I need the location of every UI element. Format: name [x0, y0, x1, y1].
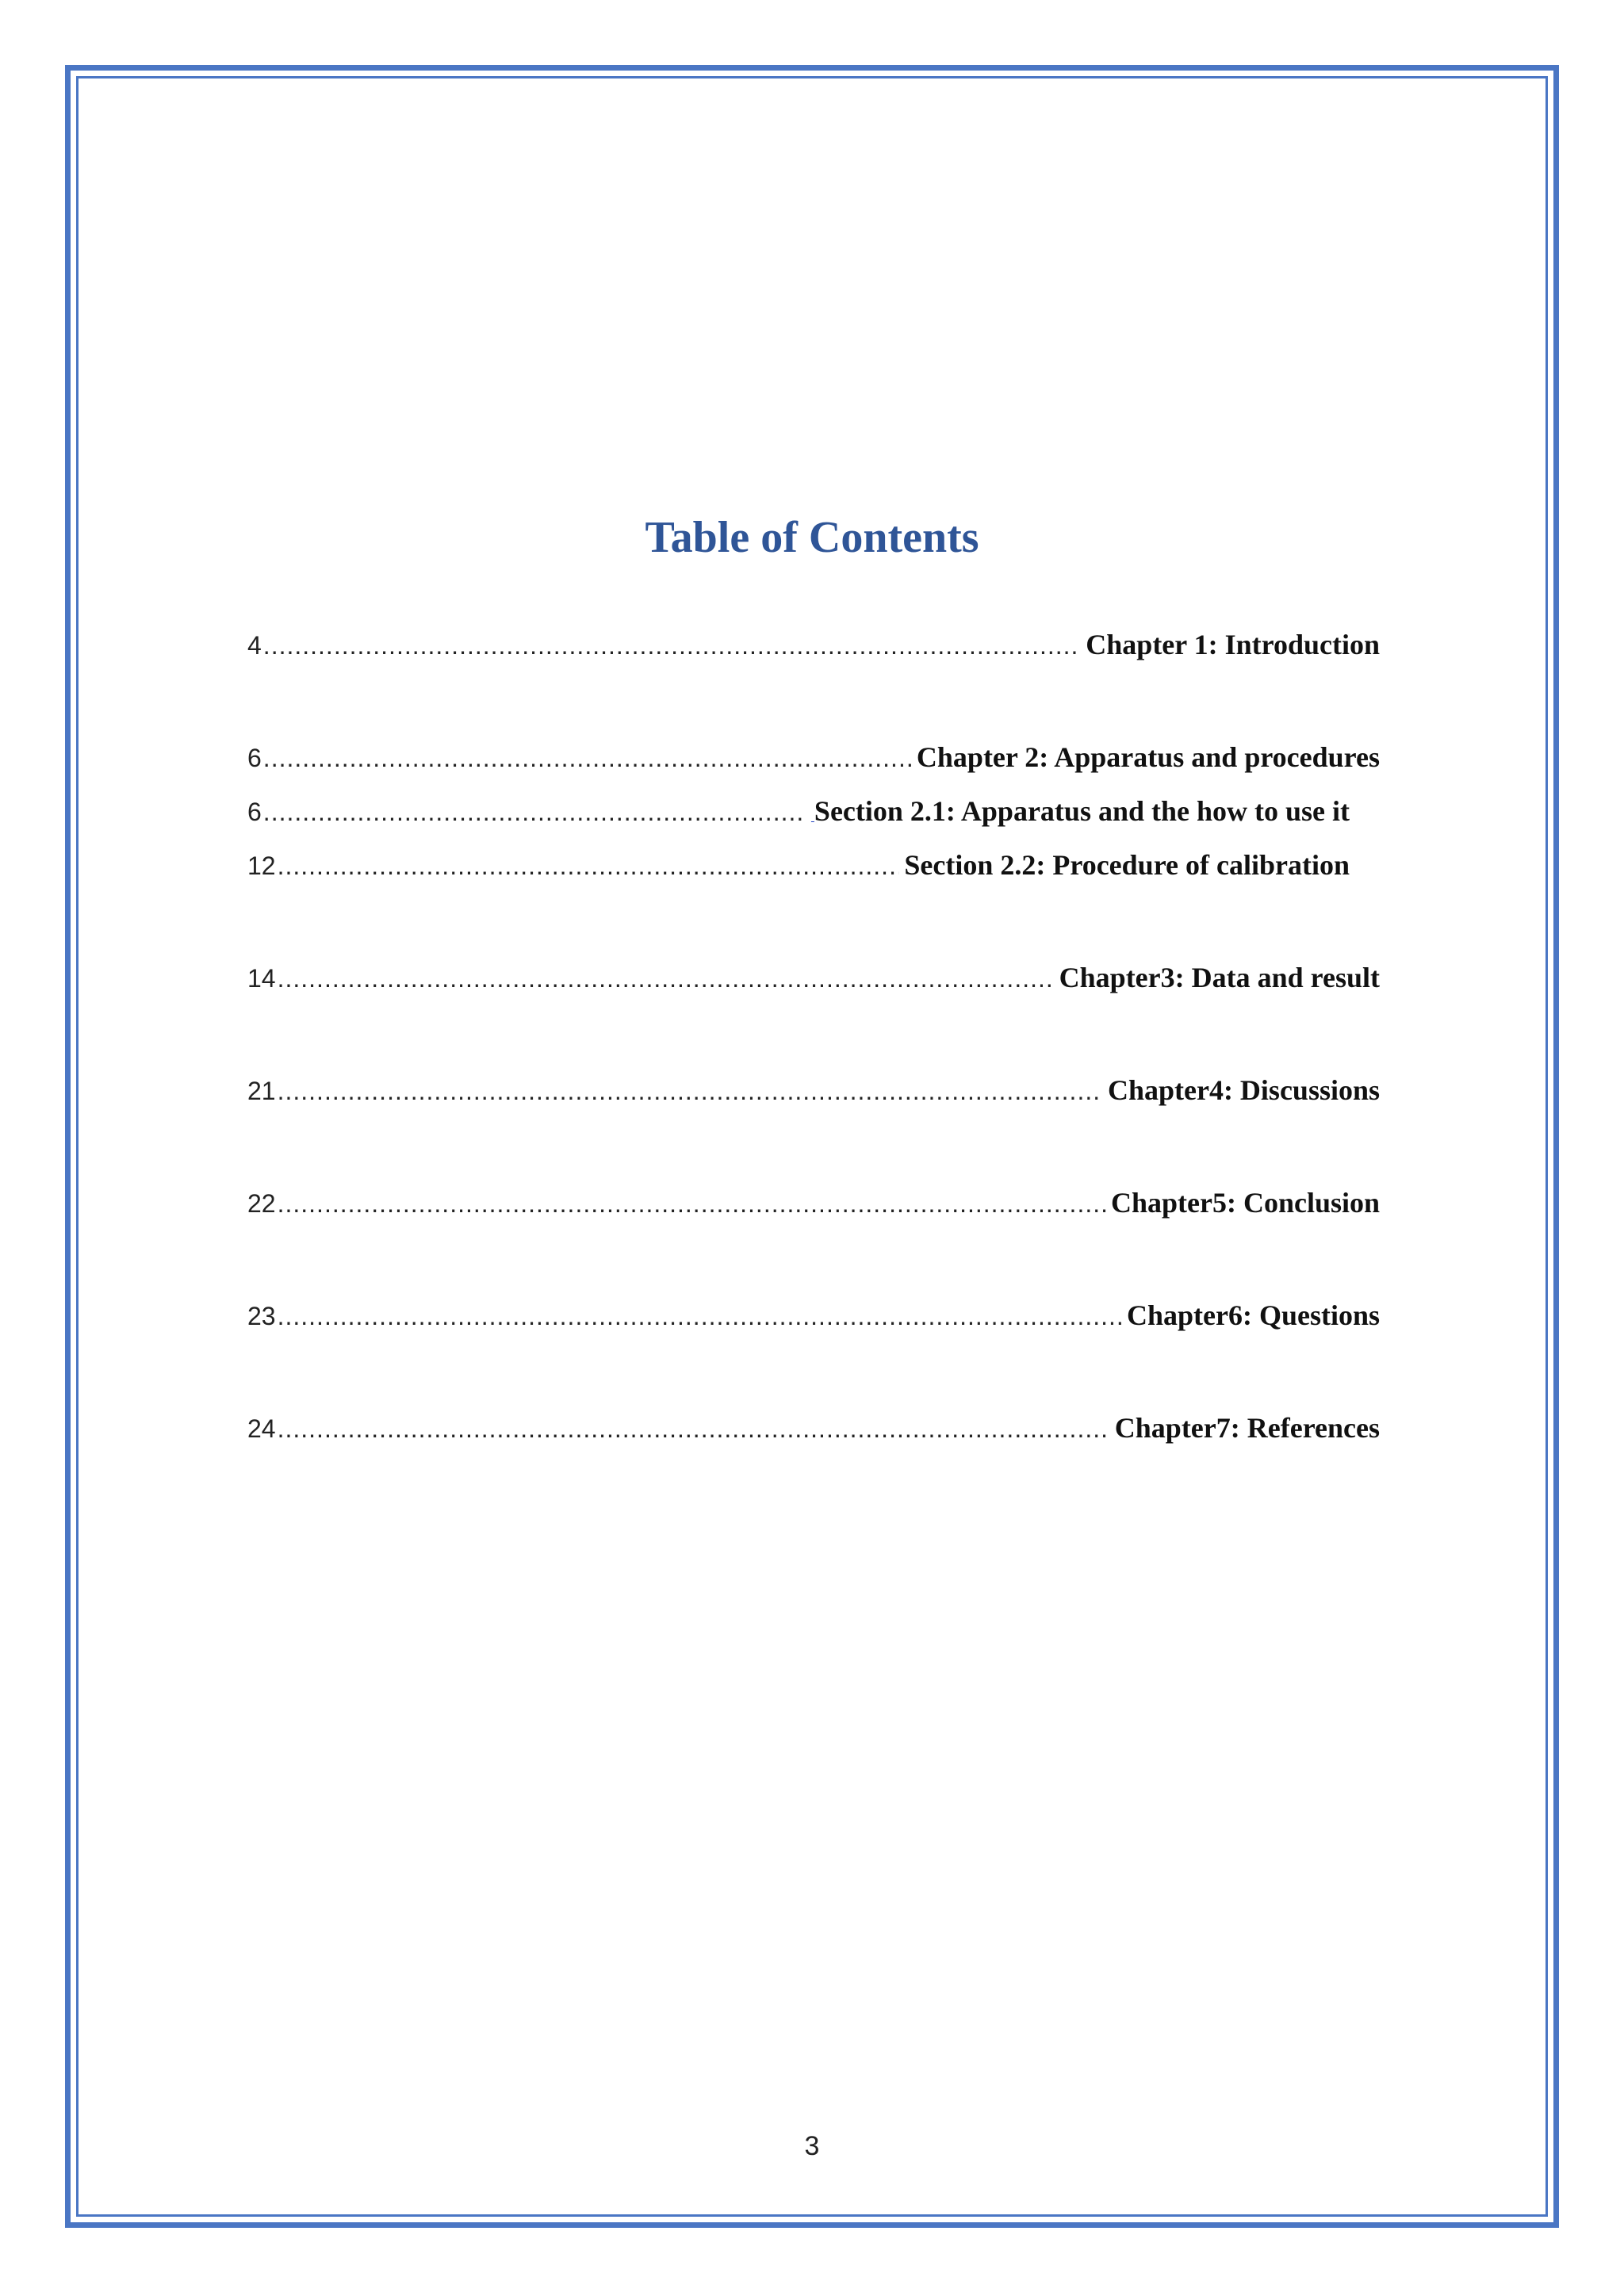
- toc-entry-page: 22: [247, 1189, 276, 1218]
- toc-entry-page: 23: [247, 1302, 276, 1330]
- toc-leader-dots: [278, 851, 900, 881]
- toc-entry-page: 6: [247, 798, 262, 826]
- toc-entry-section-2-2[interactable]: [247, 848, 1350, 888]
- toc-entry-page: 24: [247, 1414, 276, 1443]
- toc-entry-page: 4: [247, 631, 262, 660]
- toc-entry-page: 12: [247, 851, 276, 880]
- toc-leader-dots: [263, 744, 912, 773]
- toc-entry-title: Section 2.2: Procedure of calibration: [904, 849, 1350, 881]
- toc-leader-dots: [278, 1302, 1122, 1331]
- toc-entry-chapter-2[interactable]: [247, 740, 1380, 780]
- toc-entry-chapter-7[interactable]: [247, 1411, 1380, 1451]
- toc-entry-chapter-6[interactable]: [247, 1299, 1380, 1338]
- toc-entry-page: 6: [247, 744, 262, 772]
- toc-entry-chapter-1[interactable]: [247, 628, 1380, 668]
- toc-leader-dots: [278, 1077, 1103, 1106]
- toc-leader-dots: [263, 631, 1081, 660]
- toc-leader-dots: [278, 1189, 1106, 1219]
- toc-leader-dots: [278, 1414, 1110, 1444]
- toc-leader-dots: [263, 798, 806, 827]
- toc-entry-chapter-3[interactable]: [247, 961, 1380, 1001]
- toc-entry-page: 14: [247, 964, 276, 993]
- page-border-inner: [76, 76, 1548, 2217]
- toc-entry-section-2-1[interactable]: [247, 794, 1350, 834]
- toc-entry-title: Chapter5: Conclusion: [1110, 1187, 1380, 1219]
- toc-entry-chapter-4[interactable]: [247, 1073, 1380, 1113]
- toc-entry-page: 21: [247, 1077, 276, 1105]
- toc-heading: Table of Contents: [645, 513, 979, 562]
- toc-entry-title: Chapter 1: Introduction: [1086, 629, 1380, 660]
- toc-leader-dots: [278, 964, 1055, 993]
- toc-entry-title: Chapter 2: Apparatus and procedures: [916, 741, 1380, 773]
- toc-entry-title: Chapter7: References: [1114, 1412, 1380, 1444]
- toc-entry-title: Chapter3: Data and result: [1059, 962, 1380, 993]
- page-number: 3: [804, 2131, 820, 2161]
- toc-entry-title: Chapter4: Discussions: [1107, 1074, 1380, 1106]
- toc-entry-title: Section 2.1: Apparatus and the how to use it: [814, 795, 1350, 827]
- toc-entry-title: Chapter6: Questions: [1126, 1299, 1380, 1331]
- toc-entry-chapter-5[interactable]: [247, 1186, 1380, 1226]
